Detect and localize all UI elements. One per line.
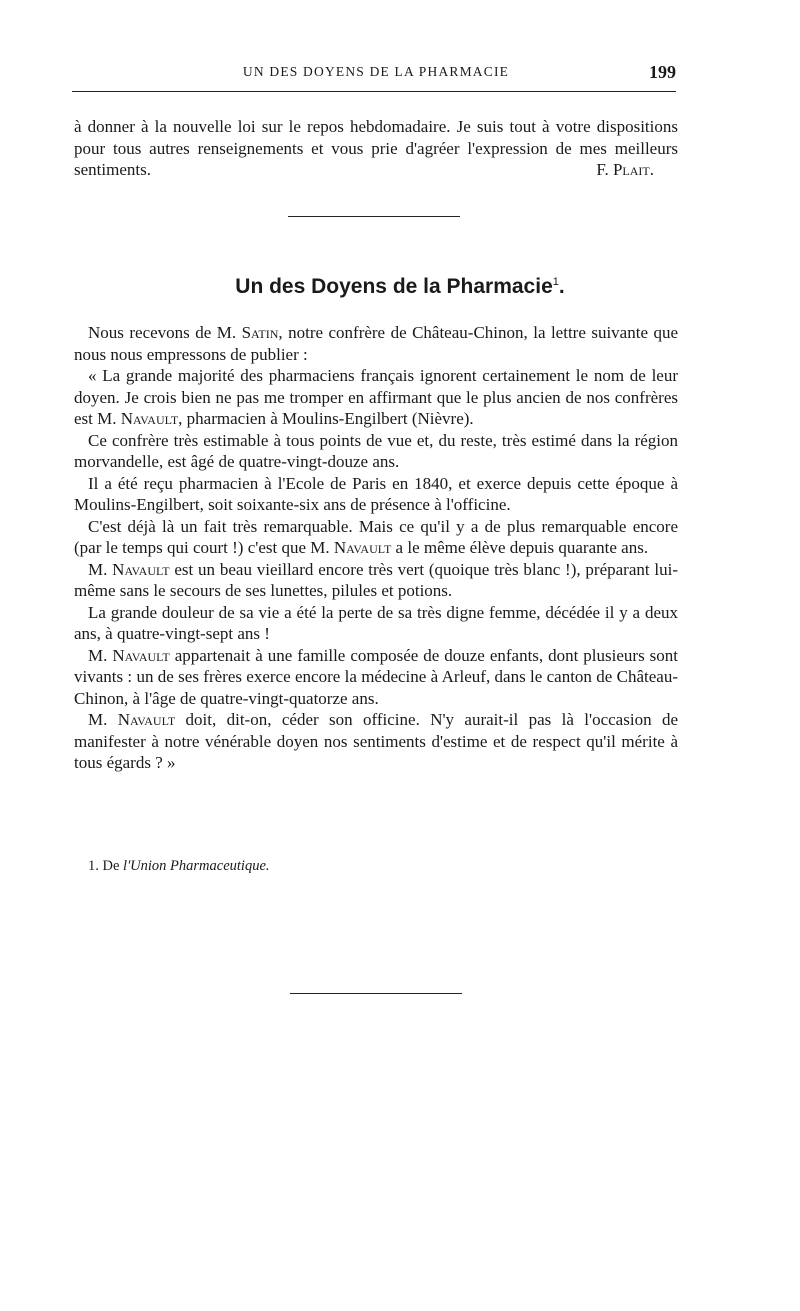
header-rule [72, 91, 676, 92]
running-header [74, 60, 678, 84]
person-name: M. Navault [310, 538, 392, 557]
signature [74, 159, 678, 181]
person-name: M. Navault [97, 409, 179, 428]
paragraph-text: Il a été reçu pharmacien à l'Ecole de Paris en 1840, et exerce depuis cette époque à Moulins-Engilbert, soit soixante-six ans de présence à l'officine. [74, 473, 678, 514]
paragraph-text: , pharmacien à Moulins-Engilbert (Nièvre). [178, 409, 474, 428]
paragraph-text: , notre confrère de Château-Chinon, la lettre suivante que nous nous empressons de publier : [74, 323, 678, 364]
intro-paragraph [74, 116, 678, 181]
section-separator [288, 216, 460, 217]
article-paragraph [74, 645, 678, 710]
footnote [88, 856, 270, 876]
footnote-marker: 1 [552, 276, 559, 288]
article-paragraph [74, 322, 678, 365]
person-name: M. Navault [88, 645, 170, 665]
signature-name: F. Plait. [596, 160, 654, 179]
paragraph-text: « La grande majorité des pharmaciens français ignorent certainement le nom de leur doyen. Je crois bien ne pas me tromper en affirmant que le plus ancien de nos confrères est [74, 366, 678, 428]
intro-text: à donner à la nouvelle loi sur le repos hebdomadaire. Je suis tout à votre dispositions pour tous autres renseignements et vous prie d'agréer l'expression de mes meilleurs sentiments. [74, 117, 678, 179]
paragraph-text: appartenait à une famille composée de douze enfants, dont plusieurs sont vivants : un de ses frères exerce encore la médecine à Arleuf, dans le canton de Château-Chinon, à l'âge de quatre-vingt-quatorze ans. [74, 645, 678, 708]
paragraph-text: Ce confrère très estimable à tous points de vue et, du reste, très estimé dans la région morvandelle, est âgé de quatre-vingt-douze ans. [74, 430, 678, 471]
paragraph-text: La grande douleur de sa vie a été la perte de sa très digne femme, décédée il y a deux ans, à quatre-vingt-sept ans ! [74, 602, 678, 643]
paragraph-text: C'est déjà là un fait très remarquable. Mais ce qu'il y a de plus remarquable encore (par le temps qui court !) c'est que [74, 516, 678, 557]
paragraph-text: a le même élève depuis quarante ans. [391, 538, 649, 557]
article-paragraph [74, 473, 678, 516]
paragraph-text: est un beau vieillard encore très vert (quoique très blanc !), préparant lui-même sans le secours de ses lunettes, pilules et potions. [74, 559, 678, 600]
page-number: 199 [649, 62, 676, 82]
person-name: M. Navault [88, 559, 170, 579]
article-title: Un des Doyens de la Pharmacie$^1$. [235, 275, 565, 298]
person-name: M. Navault [88, 710, 176, 729]
end-separator [290, 993, 462, 994]
article-title-text: Un des Doyens de la Pharmacie [235, 275, 553, 298]
article-paragraph [74, 430, 678, 473]
paragraph-text: Nous recevons de M. [88, 323, 242, 342]
article-paragraph [74, 365, 678, 430]
footnote-source: l'Union Pharmaceutique. [123, 858, 270, 874]
article-paragraph [74, 559, 678, 602]
article-paragraph [74, 516, 678, 559]
article-paragraph [74, 602, 678, 645]
footnote-prefix: De [102, 858, 120, 874]
person-name: Satin [241, 323, 279, 342]
article-paragraph [74, 709, 678, 774]
article-body [74, 322, 678, 774]
running-title: UN DES DOYENS DE LA PHARMACIE [242, 64, 510, 79]
paragraph-text: doit, dit-on, céder son officine. N'y aurait-il pas là l'occasion de manifester à notre vénérable doyen nos sentiments d'estime et de respect qu'il mérite à tous égards ? » [74, 710, 678, 772]
footnote-number: 1. [88, 858, 99, 874]
